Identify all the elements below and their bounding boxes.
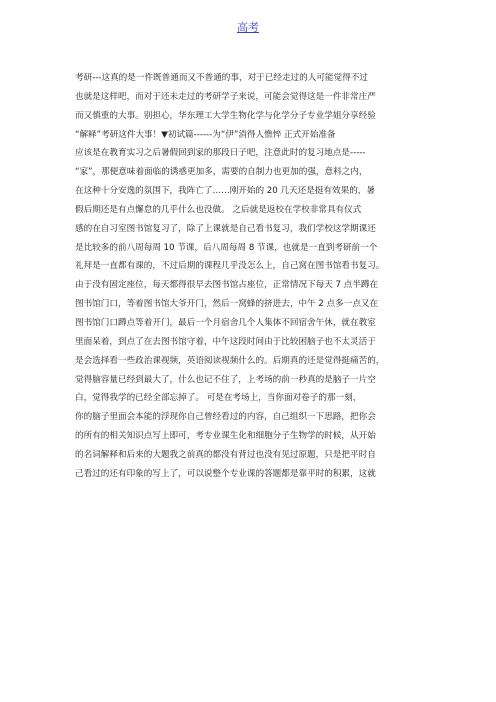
text-line: “解释”考研这件大事！▼初试篇------为“伊”消得人憔悴 正式开始准备	[75, 129, 336, 140]
text-line: 是会选择看一些政治课视频，英语阅读视频什么的。后期真的还是觉得挺痛苦的，	[75, 355, 385, 366]
text-line: 由于没有固定座位，每天都得很早去图书馆占座位，正常情况下每天 7 点半蹲在	[75, 280, 379, 291]
text-line: 图书馆门口，等着图书馆大爷开门，然后一窝蜂的挤进去，中午 2 点多一点又在	[75, 299, 379, 310]
text-line: 的名词解释和后来的大题我之前真的都没有背过也没有见过原题，只是把平时自	[75, 449, 376, 460]
text-line: 觉得脑容量已经到最大了，什么也记不住了，上考场的前一秒真的是脑子一片空	[75, 374, 376, 385]
text-line: 礼拜是一直都有课的，不过后期的课程几乎没怎么上，自己窝在图书馆看书复习。	[75, 261, 385, 272]
text-line: 白，觉得我学的已经全部忘掉了。 可是在考场上，当你面对卷子的那一刻，	[75, 393, 362, 404]
text-line: 而又慎重的大事。别担心，华东理工大学生物化学与化学分子专业学姐分享经验	[75, 110, 376, 121]
text-line: 的所有的相关知识点写上即可，考专业课生化和细胞分子生物学的时候，从开始	[75, 431, 376, 442]
text-line: 应该是在教育实习之后暑假回到家的那段日子吧，注意此时的复习地点是-----	[75, 148, 366, 159]
text-line: 己看过的还有印象的写上了，可以说整个专业课的答题都是靠平时的积累，这就	[75, 468, 376, 479]
text-line: 考研---这真的是一件既普通而又不普通的事，对于已经走过的人可能觉得不过	[75, 73, 368, 83]
text-line: 也就是这样吧，而对于还未走过的考研学子来说，可能会觉得这是一件非常庄严	[75, 91, 376, 102]
text-line: “家”，那便意味着面临的诱惑更加多，需要的自制力也更加的强，意料之内，	[75, 167, 368, 178]
text-line: 感的在自习室图书馆复习了，除了上课就是自己看书复习，我们学校这学期课还	[75, 223, 376, 234]
text-line: 图书馆门口蹲点等着开门，最后一个月宿舍几个人集体不回宿舍午休，就在教室	[75, 317, 376, 328]
page-header-link[interactable]: 高考	[237, 21, 259, 34]
text-line: 是比较多的前八周每周 10 节课，后八周每周 8 节课，也就是一直到考研前一个	[75, 242, 378, 253]
document-body	[75, 69, 425, 484]
text-line: 你的脑子里面会本能的浮现你自己曾经看过的内容，自己组织一下思路，把你会	[75, 412, 376, 423]
text-line: 在这种十分安逸的氛围下，我阵亡了……刚开始的 20 几天还是挺有效果的，暑	[75, 186, 375, 197]
text-line: 里面呆着，到点了在去图书馆守着，中午这段时间由于比较困脑子也不太灵活于	[75, 336, 376, 347]
text-line: 假后期还是有点懈怠的几乎什么也没做。 之后就是返校在学校非常具有仪式	[75, 204, 362, 215]
